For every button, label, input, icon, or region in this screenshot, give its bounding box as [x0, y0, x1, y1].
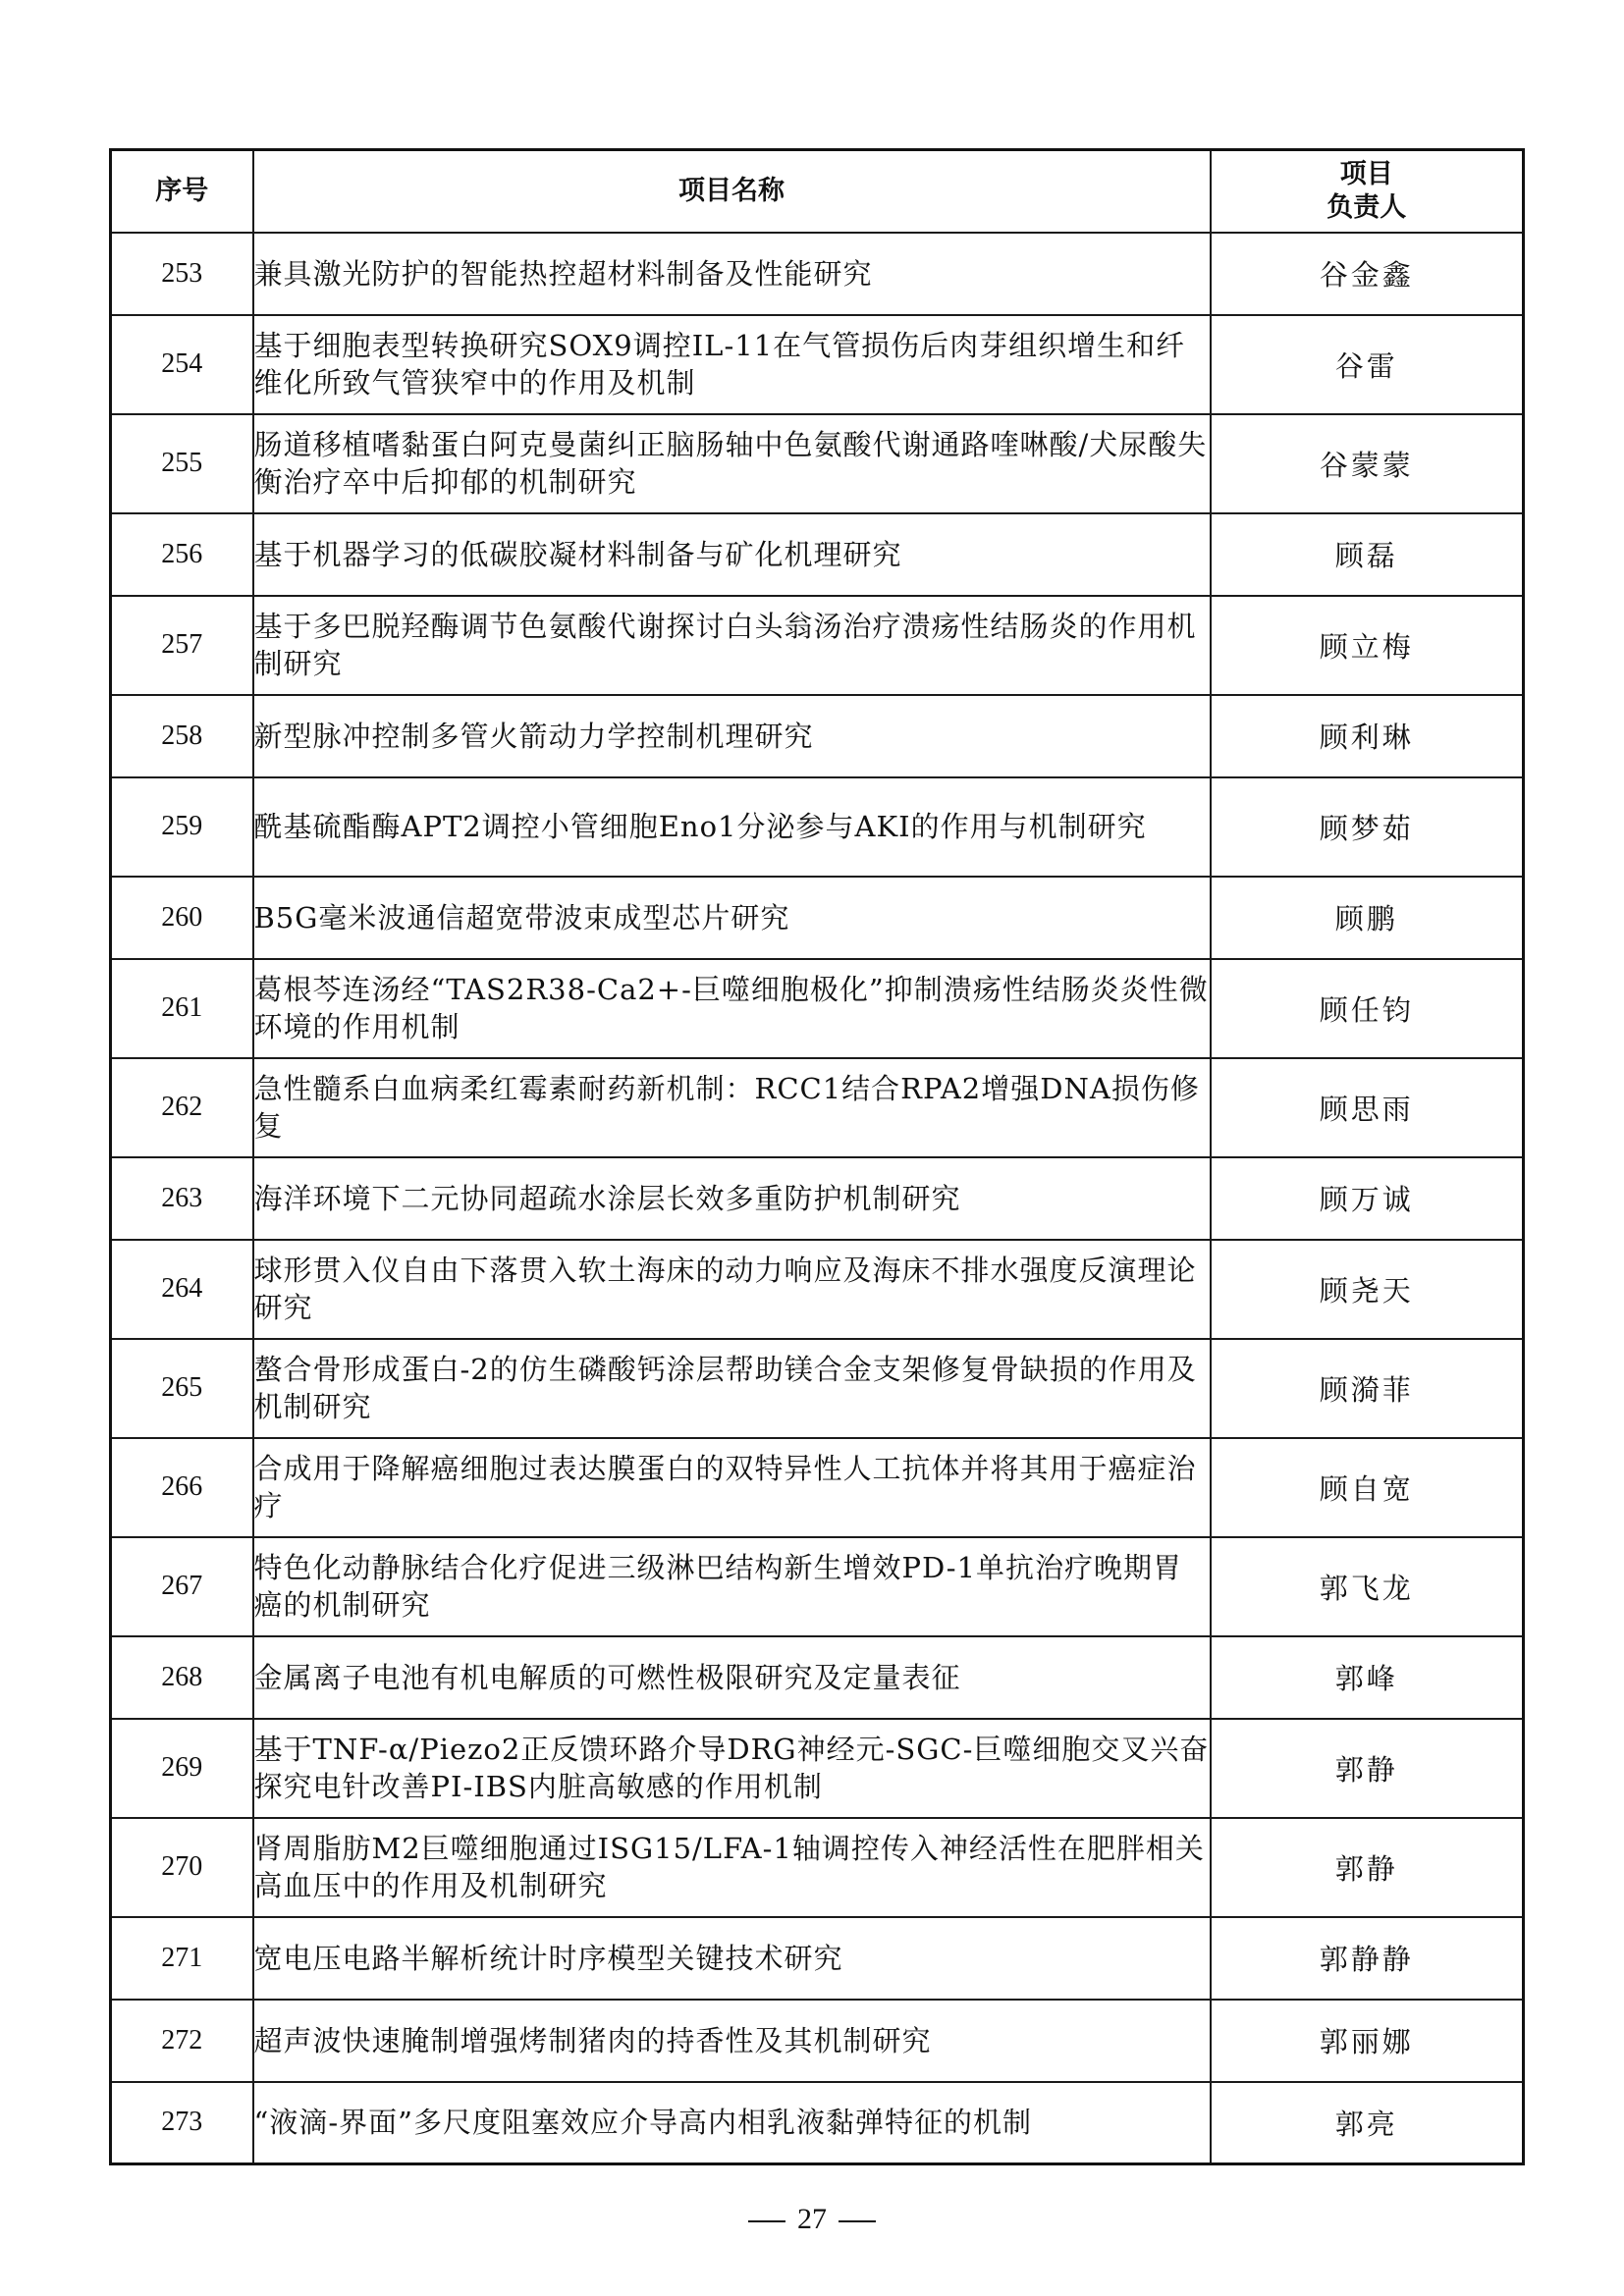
row-serial-number: 255	[111, 414, 253, 513]
row-project-leader: 顾自宽	[1211, 1438, 1524, 1537]
row-project-name: 急性髓系白血病柔红霉素耐药新机制：RCC1结合RPA2增强DNA损伤修复	[253, 1058, 1211, 1157]
row-project-leader: 顾磊	[1211, 513, 1524, 596]
row-project-name: 合成用于降解癌细胞过表达膜蛋白的双特异性人工抗体并将其用于癌症治疗	[253, 1438, 1211, 1537]
table-row	[111, 2000, 1524, 2082]
footer-dash-left	[748, 2220, 785, 2222]
table-row	[111, 1339, 1524, 1438]
row-project-leader: 顾思雨	[1211, 1058, 1524, 1157]
row-project-name: 新型脉冲控制多管火箭动力学控制机理研究	[253, 695, 1211, 777]
row-project-leader: 谷雷	[1211, 315, 1524, 414]
table-row	[111, 1157, 1524, 1240]
row-project-name: 海洋环境下二元协同超疏水涂层长效多重防护机制研究	[253, 1157, 1211, 1240]
page-number: 27	[797, 2203, 827, 2235]
row-serial-number: 256	[111, 513, 253, 596]
row-serial-number: 254	[111, 315, 253, 414]
row-project-leader: 顾尧天	[1211, 1240, 1524, 1339]
row-project-leader: 谷金鑫	[1211, 233, 1524, 315]
table-row	[111, 1058, 1524, 1157]
table-row	[111, 513, 1524, 596]
row-project-name: 葛根芩连汤经“TAS2R38-Ca2+-巨噬细胞极化”抑制溃疡性结肠炎炎性微环境的作用机制	[253, 959, 1211, 1058]
table-row	[111, 1818, 1524, 1917]
row-project-leader: 郭静	[1211, 1719, 1524, 1818]
row-project-name: 螯合骨形成蛋白-2的仿生磷酸钙涂层帮助镁合金支架修复骨缺损的作用及机制研究	[253, 1339, 1211, 1438]
row-project-name: 特色化动静脉结合化疗促进三级淋巴结构新生增效PD-1单抗治疗晚期胃癌的机制研究	[253, 1537, 1211, 1636]
row-project-name: 球形贯入仪自由下落贯入软土海床的动力响应及海床不排水强度反演理论研究	[253, 1240, 1211, 1339]
table-row	[111, 1438, 1524, 1537]
row-project-leader: 顾漪菲	[1211, 1339, 1524, 1438]
row-serial-number: 273	[111, 2082, 253, 2164]
table-header-row	[111, 150, 1524, 233]
table-row	[111, 959, 1524, 1058]
row-serial-number: 263	[111, 1157, 253, 1240]
table-row	[111, 1917, 1524, 2000]
header-serial-number: 序号	[111, 150, 253, 233]
header-project-leader	[1211, 150, 1524, 233]
row-serial-number: 259	[111, 777, 253, 877]
row-serial-number: 271	[111, 1917, 253, 2000]
row-project-leader: 顾万诚	[1211, 1157, 1524, 1240]
row-project-name: 肠道移植嗜黏蛋白阿克曼菌纠正脑肠轴中色氨酸代谢通路喹啉酸/犬尿酸失衡治疗卒中后抑郁的机制研究	[253, 414, 1211, 513]
row-project-leader: 顾梦茹	[1211, 777, 1524, 877]
row-serial-number: 265	[111, 1339, 253, 1438]
row-serial-number: 258	[111, 695, 253, 777]
table-row	[111, 596, 1524, 695]
footer-dash-right	[839, 2220, 876, 2222]
header-project-name: 项目名称	[253, 150, 1211, 233]
row-serial-number: 253	[111, 233, 253, 315]
row-serial-number: 267	[111, 1537, 253, 1636]
row-project-name: 金属离子电池有机电解质的可燃性极限研究及定量表征	[253, 1636, 1211, 1719]
row-serial-number: 262	[111, 1058, 253, 1157]
page-footer	[0, 2203, 1624, 2236]
table-row	[111, 233, 1524, 315]
row-project-name: 基于TNF-α/Piezo2正反馈环路介导DRG神经元-SGC-巨噬细胞交叉兴奋探究电针改善PI-IBS内脏高敏感的作用机制	[253, 1719, 1211, 1818]
row-serial-number: 272	[111, 2000, 253, 2082]
row-serial-number: 268	[111, 1636, 253, 1719]
table-row	[111, 315, 1524, 414]
project-table	[109, 148, 1525, 2165]
row-project-name: 肾周脂肪M2巨噬细胞通过ISG15/LFA-1轴调控传入神经活性在肥胖相关高血压中的作用及机制研究	[253, 1818, 1211, 1917]
table-row	[111, 777, 1524, 877]
row-serial-number: 257	[111, 596, 253, 695]
row-project-leader: 顾立梅	[1211, 596, 1524, 695]
table-row	[111, 1240, 1524, 1339]
table-row	[111, 877, 1524, 959]
row-serial-number: 266	[111, 1438, 253, 1537]
row-project-name: 基于机器学习的低碳胶凝材料制备与矿化机理研究	[253, 513, 1211, 596]
row-serial-number: 270	[111, 1818, 253, 1917]
row-project-leader: 谷蒙蒙	[1211, 414, 1524, 513]
table-row	[111, 1719, 1524, 1818]
table-row	[111, 1636, 1524, 1719]
row-project-leader: 顾鹏	[1211, 877, 1524, 959]
row-serial-number: 269	[111, 1719, 253, 1818]
row-project-name: 基于细胞表型转换研究SOX9调控IL-11在气管损伤后肉芽组织增生和纤维化所致气管狭窄中的作用及机制	[253, 315, 1211, 414]
row-serial-number: 260	[111, 877, 253, 959]
header-leader-line2: 负责人	[1326, 191, 1407, 223]
row-project-leader: 郭静	[1211, 1818, 1524, 1917]
table-row	[111, 1537, 1524, 1636]
row-project-leader: 郭亮	[1211, 2082, 1524, 2164]
row-project-name: 兼具激光防护的智能热控超材料制备及性能研究	[253, 233, 1211, 315]
row-project-name: 酰基硫酯酶APT2调控小管细胞Eno1分泌参与AKI的作用与机制研究	[253, 777, 1211, 877]
row-project-name: 基于多巴脱羟酶调节色氨酸代谢探讨白头翁汤治疗溃疡性结肠炎的作用机制研究	[253, 596, 1211, 695]
header-leader-line1: 项目	[1339, 158, 1393, 189]
row-project-leader: 郭静静	[1211, 1917, 1524, 2000]
row-project-leader: 顾任钧	[1211, 959, 1524, 1058]
row-project-leader: 郭峰	[1211, 1636, 1524, 1719]
row-project-name: B5G毫米波通信超宽带波束成型芯片研究	[253, 877, 1211, 959]
row-project-name: 宽电压电路半解析统计时序模型关键技术研究	[253, 1917, 1211, 2000]
row-serial-number: 264	[111, 1240, 253, 1339]
row-project-leader: 郭飞龙	[1211, 1537, 1524, 1636]
row-serial-number: 261	[111, 959, 253, 1058]
table-row	[111, 2082, 1524, 2164]
row-project-name: 超声波快速腌制增强烤制猪肉的持香性及其机制研究	[253, 2000, 1211, 2082]
row-project-name: “液滴-界面”多尺度阻塞效应介导高内相乳液黏弹特征的机制	[253, 2082, 1211, 2164]
row-project-leader: 郭丽娜	[1211, 2000, 1524, 2082]
row-project-leader: 顾利琳	[1211, 695, 1524, 777]
table-row	[111, 695, 1524, 777]
table-row	[111, 414, 1524, 513]
